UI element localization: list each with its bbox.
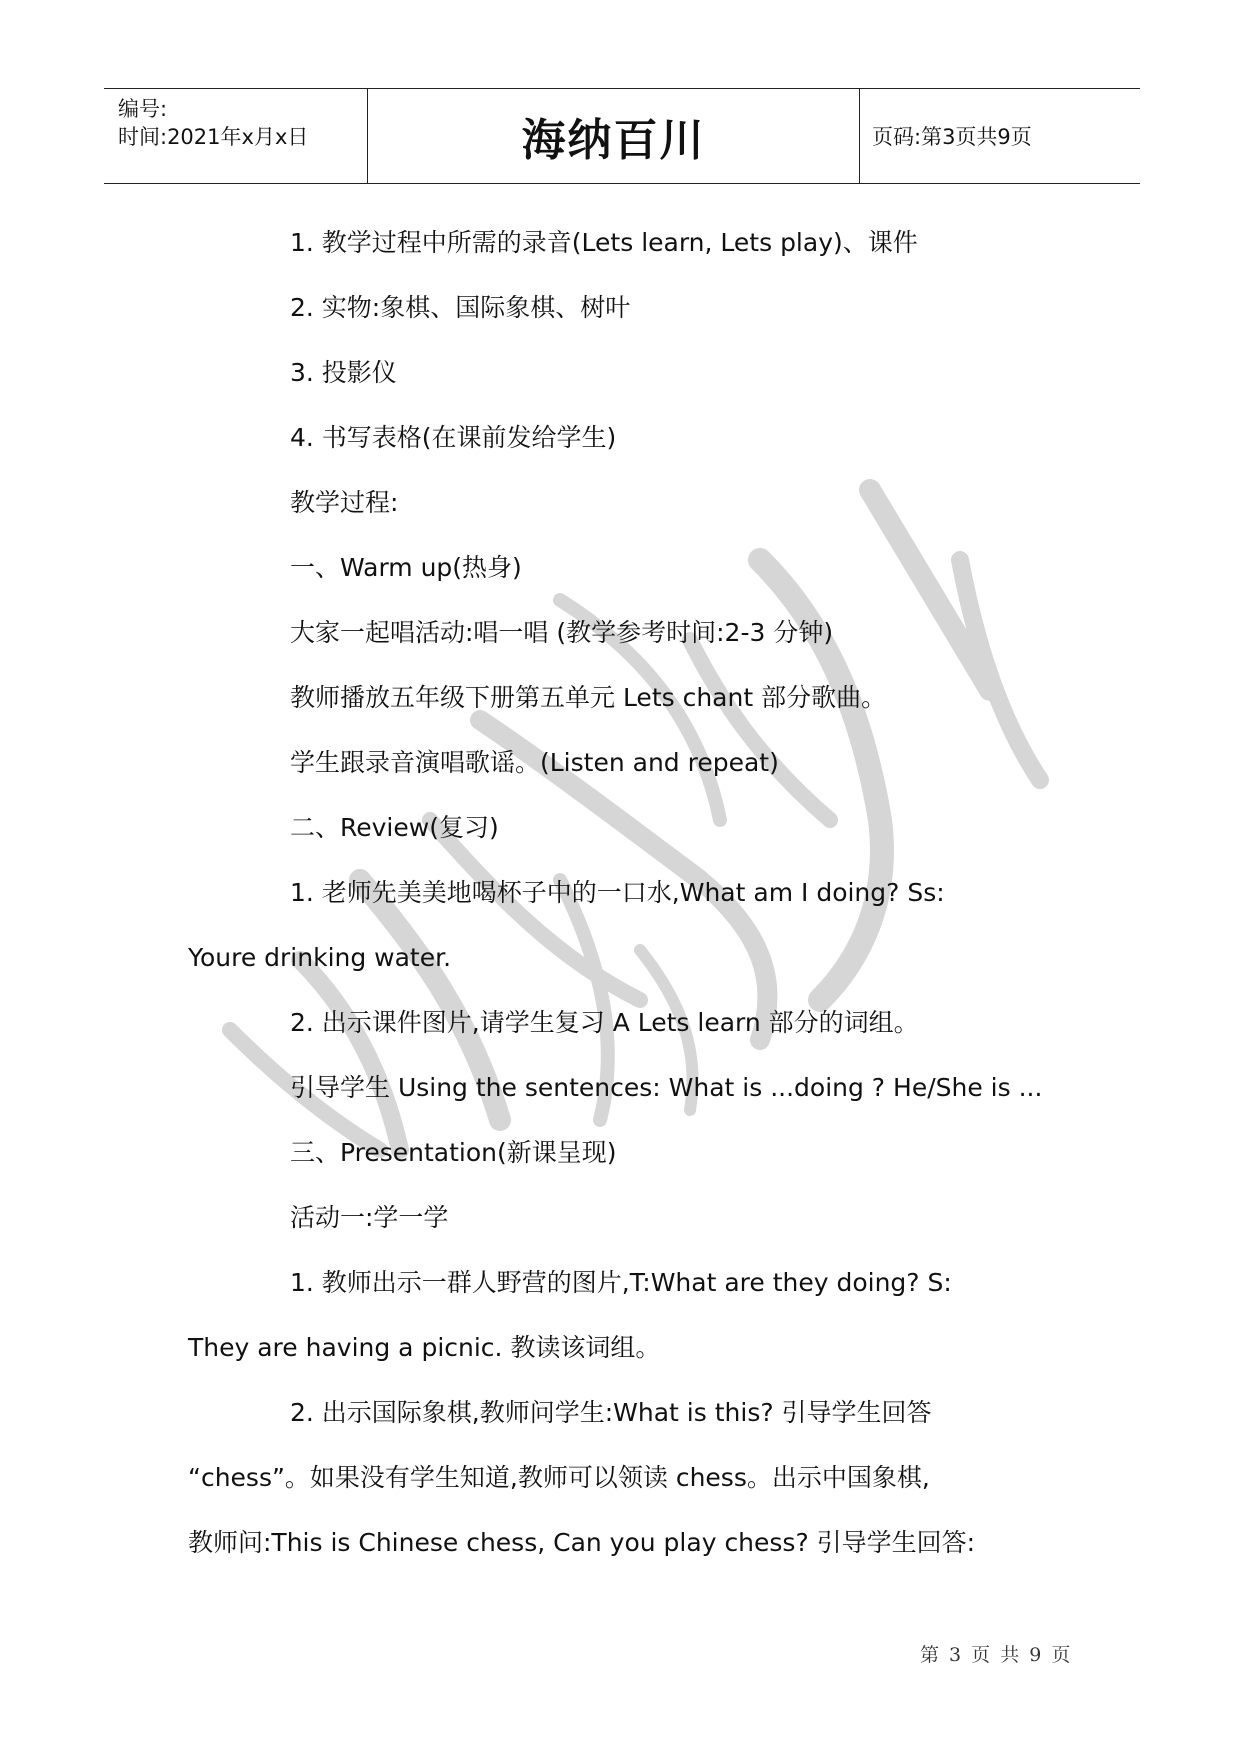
body-line: 二、Review(复习) — [290, 813, 499, 842]
body-line: “chess”。如果没有学生知道,教师可以领读 chess。出示中国象棋, — [188, 1463, 930, 1492]
doc-time-label: 时间:2021年x月x日 — [118, 125, 309, 149]
header-meta — [104, 89, 368, 183]
body-line: 1. 教师出示一群人野营的图片,T:What are they doing? S: — [290, 1268, 952, 1297]
body-line: 教师播放五年级下册第五单元 Lets chant 部分歌曲。 — [290, 683, 887, 712]
body-line: Youre drinking water. — [188, 943, 452, 972]
body-line: 学生跟录音演唱歌谣。(Listen and repeat) — [290, 748, 779, 777]
body-line: 2. 出示国际象棋,教师问学生:What is this? 引导学生回答 — [290, 1398, 932, 1427]
body-line: 一、Warm up(热身) — [290, 553, 522, 582]
body-line: 1. 教学过程中所需的录音(Lets learn, Lets play)、课件 — [290, 228, 918, 257]
header-title-cell — [368, 89, 860, 183]
body-line: 4. 书写表格(在课前发给学生) — [290, 423, 617, 452]
page-footer: 第 3 页 共 9 页 — [920, 1644, 1073, 1666]
body-line: 三、Presentation(新课呈现) — [290, 1138, 617, 1167]
body-line: 教师问:This is Chinese chess, Can you play chess? 引导学生回答: — [188, 1528, 976, 1557]
page-header — [104, 88, 1140, 184]
header-title: 海纳百川 — [521, 115, 706, 166]
body-line: 2. 出示课件图片,请学生复习 A Lets learn 部分的词组。 — [290, 1008, 919, 1037]
header-page-cell — [860, 89, 1140, 183]
body-line: 大家一起唱活动:唱一唱 (教学参考时间:2-3 分钟) — [290, 618, 834, 647]
body-line: They are having a picnic. 教读该词组。 — [188, 1333, 661, 1362]
doc-number-label: 编号: — [118, 97, 168, 121]
body-line: 引导学生 Using the sentences: What is ...doing ? He/She is ... — [290, 1073, 1043, 1102]
header-page-info: 页码:第3页共9页 — [872, 125, 1032, 149]
body-line: 2. 实物:象棋、国际象棋、树叶 — [290, 293, 631, 322]
body-line: 3. 投影仪 — [290, 358, 397, 387]
body-line: 教学过程: — [290, 488, 399, 517]
body-line: 1. 老师先美美地喝杯子中的一口水,What am I doing? Ss: — [290, 878, 945, 907]
body-line: 活动一:学一学 — [290, 1203, 449, 1232]
